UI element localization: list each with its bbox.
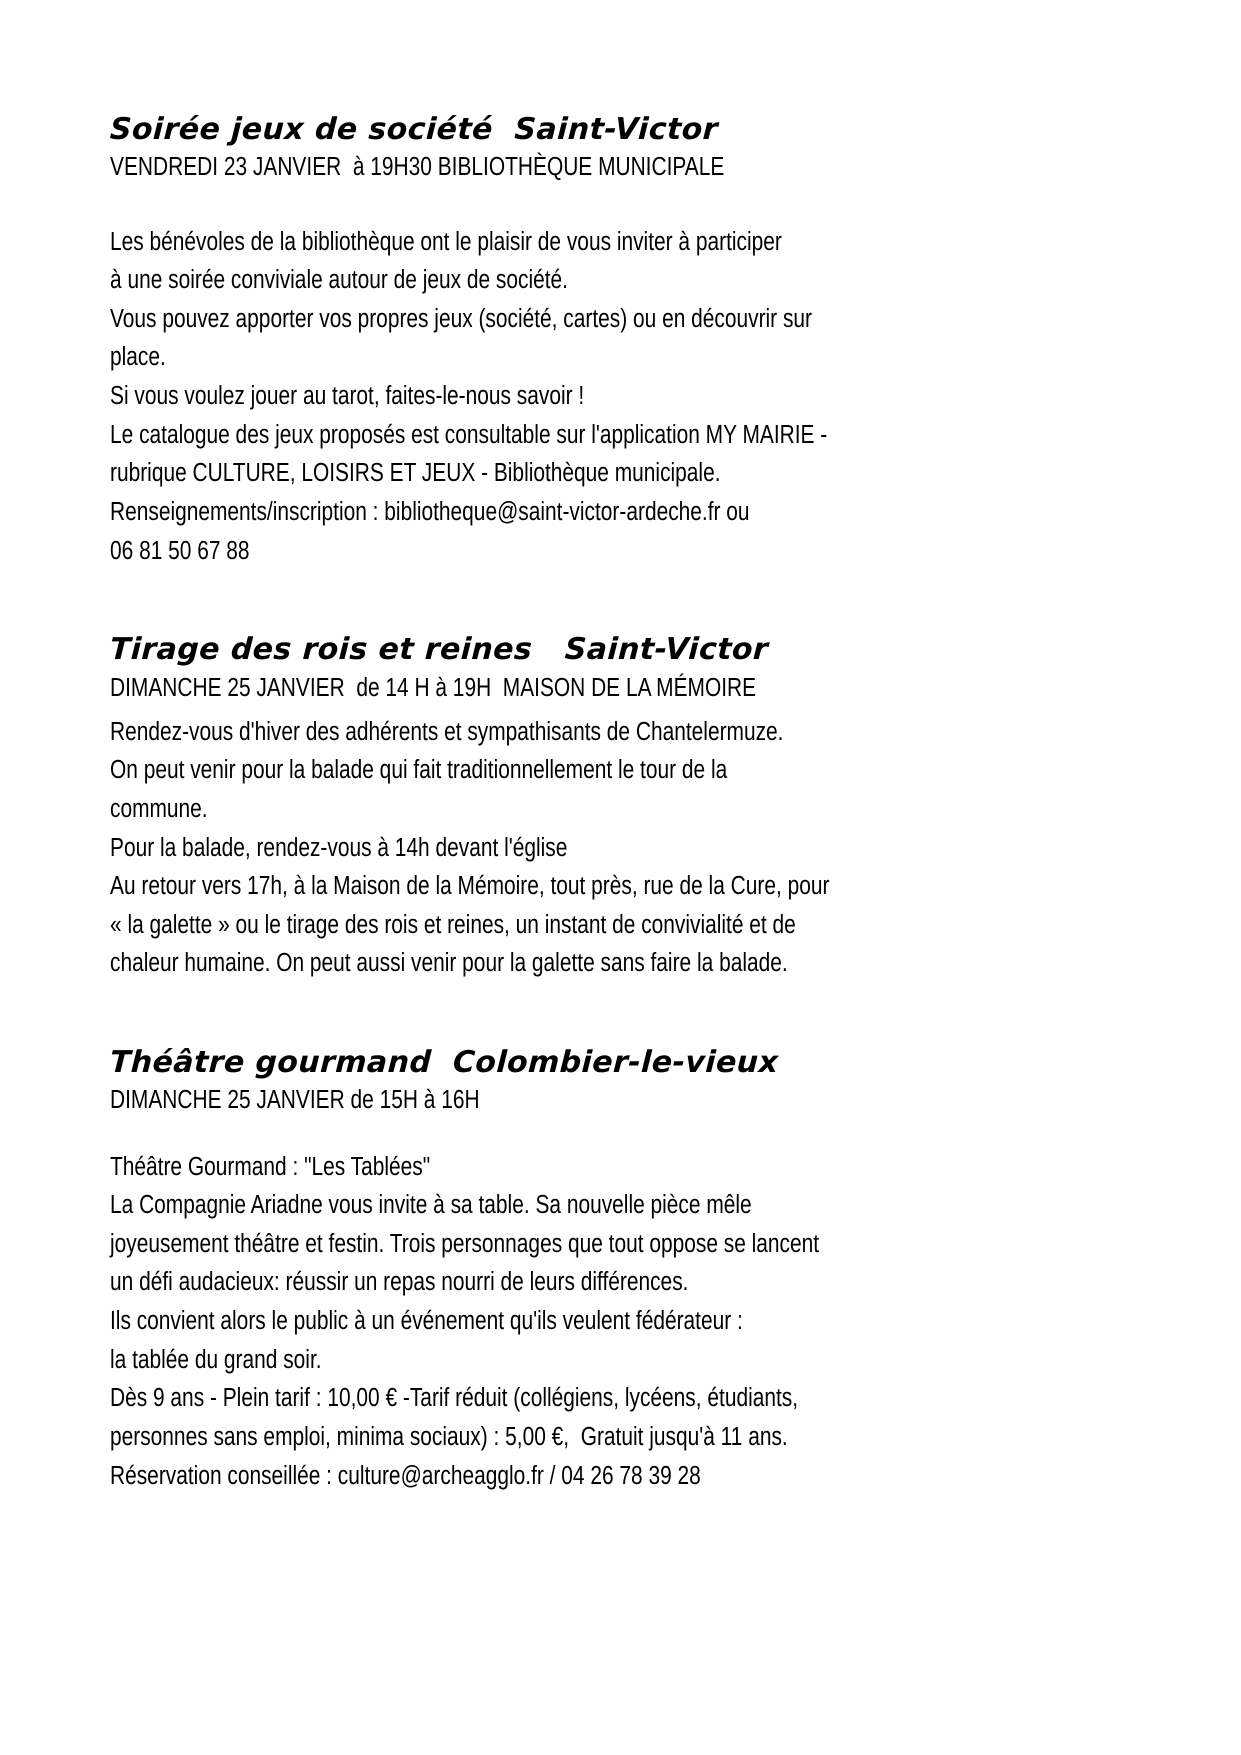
body-line: Vous pouvez apporter vos propres jeux (société, cartes) ou en découvrir sur <box>110 304 813 333</box>
event-subtitle: VENDREDI 23 JANVIER à 19H30 BIBLIOTHÈQUE MUNICIPALE <box>110 153 725 182</box>
event-section-theatre-gourmand <box>110 1045 1131 1495</box>
body-line: Au retour vers 17h, à la Maison de la Mémoire, tout près, rue de la Cure, pour <box>110 872 830 901</box>
body-line: personnes sans emploi, minima sociaux) : 5,00 €, Gratuit jusqu'à 11 ans. <box>110 1422 788 1451</box>
body-line: rubrique CULTURE, LOISIRS ET JEUX - Bibliothèque municipale. <box>110 459 721 488</box>
body-line: à une soirée conviviale autour de jeux de société. <box>110 266 568 295</box>
body-line: Théâtre Gourmand : "Les Tablées" <box>110 1152 431 1181</box>
event-heading: Tirage des rois et reines Saint-Victor <box>109 632 770 668</box>
event-body <box>110 223 1131 571</box>
body-line: On peut venir pour la balade qui fait traditionnellement le tour de la <box>110 756 728 785</box>
body-line: joyeusement théâtre et festin. Trois personnages que tout oppose se lancent <box>110 1229 820 1258</box>
event-subtitle: DIMANCHE 25 JANVIER de 14 H à 19H MAISON DE LA MÉMOIRE <box>110 673 757 702</box>
event-subtitle: DIMANCHE 25 JANVIER de 15H à 16H <box>110 1086 480 1115</box>
body-line: Ils convient alors le public à un événement qu'ils veulent fédérateur : <box>110 1307 743 1336</box>
body-line: « la galette » ou le tirage des rois et reines, un instant de convivialité et de <box>110 910 796 939</box>
event-heading: Soirée jeux de société Saint-Victor <box>109 112 719 147</box>
event-section-soiree-jeux-de-societe <box>110 112 1131 570</box>
body-line: Si vous voulez jouer au tarot, faites-le-nous savoir ! <box>110 382 585 411</box>
body-line: chaleur humaine. On peut aussi venir pour la galette sans faire la balade. <box>110 949 788 978</box>
body-line: un défi audacieux: réussir un repas nourri de leurs différences. <box>110 1268 689 1297</box>
event-body <box>110 713 1131 983</box>
body-line: Le catalogue des jeux proposés est consultable sur l'application MY MAIRIE - <box>110 420 828 449</box>
body-line: La Compagnie Ariadne vous invite à sa table. Sa nouvelle pièce mêle <box>110 1191 752 1220</box>
body-line: Réservation conseillée : culture@archeagglo.fr / 04 26 78 39 28 <box>110 1461 701 1490</box>
body-line: Pour la balade, rendez-vous à 14h devant l'église <box>110 833 568 862</box>
event-section-tirage-des-rois-et-reines <box>110 632 1131 983</box>
body-line: place. <box>110 343 166 372</box>
body-line: commune. <box>110 794 208 823</box>
body-line: la tablée du grand soir. <box>110 1345 322 1374</box>
body-line: Dès 9 ans - Plein tarif : 10,00 € -Tarif réduit (collégiens, lycéens, étudiants, <box>110 1384 799 1413</box>
body-line: 06 81 50 67 88 <box>110 536 250 565</box>
event-body <box>110 1148 1131 1496</box>
body-line: Rendez-vous d'hiver des adhérents et sympathisants de Chantelermuze. <box>110 717 784 746</box>
body-line: Renseignements/inscription : bibliotheque@saint-victor-ardeche.fr ou <box>110 497 750 526</box>
body-line: Les bénévoles de la bibliothèque ont le plaisir de vous inviter à participer <box>110 227 782 256</box>
event-heading: Théâtre gourmand Colombier-le-vieux <box>109 1045 780 1081</box>
